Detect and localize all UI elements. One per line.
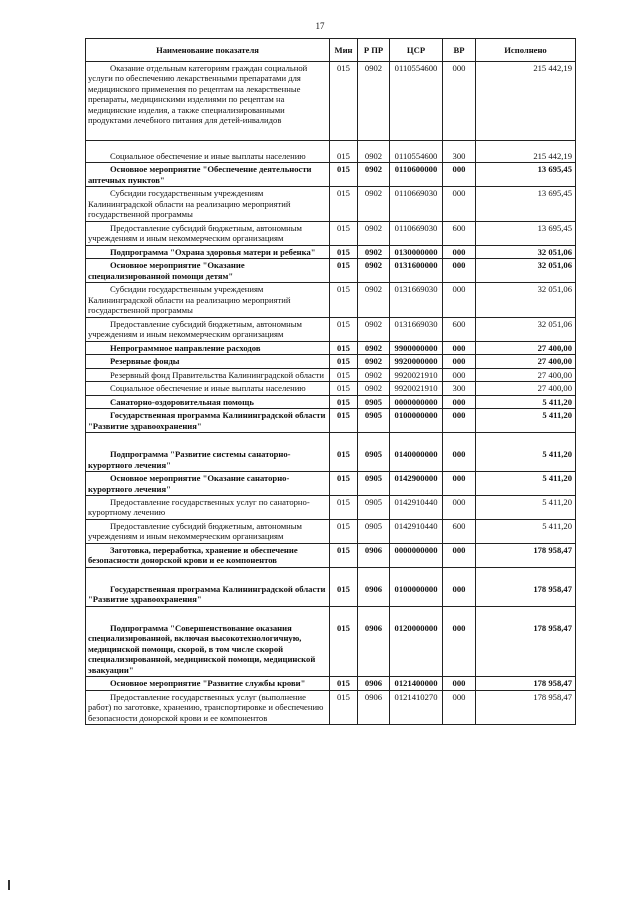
row-rpr-cell: 0905 (358, 519, 390, 543)
row-rpr-cell: 0905 (358, 433, 390, 472)
row-min-cell: 015 (330, 317, 358, 341)
row-min-cell: 015 (330, 409, 358, 433)
row-name-cell: Основное мероприятие "Оказание специализированной помощи детям" (86, 259, 330, 283)
row-vr-cell: 000 (443, 606, 476, 676)
row-name-cell: Резервные фонды (86, 355, 330, 368)
row-csr-cell: 0131669030 (390, 283, 443, 317)
row-vr-cell: 000 (443, 543, 476, 567)
row-csr-cell: 0131669030 (390, 317, 443, 341)
row-done-cell: 13 695,45 (476, 187, 576, 221)
row-min-cell: 015 (330, 495, 358, 519)
row-min-cell: 015 (330, 62, 358, 141)
table-row (86, 245, 576, 258)
row-rpr-cell: 0902 (358, 62, 390, 141)
row-done-cell: 5 411,20 (476, 519, 576, 543)
table-row (86, 519, 576, 543)
row-rpr-cell: 0906 (358, 690, 390, 724)
table-row (86, 283, 576, 317)
table-row (86, 472, 576, 496)
row-csr-cell: 0121400000 (390, 677, 443, 690)
row-name-cell: Государственная программа Калининградской области "Развитие здравоохранения" (86, 409, 330, 433)
row-vr-cell: 300 (443, 382, 476, 395)
row-vr-cell: 000 (443, 409, 476, 433)
row-rpr-cell: 0905 (358, 495, 390, 519)
row-name-cell: Основное мероприятие "Развитие службы крови" (86, 677, 330, 690)
row-name-cell: Социальное обеспечение и иные выплаты населению (86, 382, 330, 395)
row-csr-cell: 9920000000 (390, 355, 443, 368)
page-number: 17 (315, 21, 325, 31)
row-vr-cell: 000 (443, 395, 476, 408)
row-vr-cell: 000 (443, 283, 476, 317)
row-vr-cell: 600 (443, 317, 476, 341)
row-done-cell: 5 411,20 (476, 495, 576, 519)
row-vr-cell: 000 (443, 355, 476, 368)
row-rpr-cell: 0906 (358, 606, 390, 676)
row-done-cell: 27 400,00 (476, 341, 576, 354)
row-vr-cell: 000 (443, 472, 476, 496)
table-row (86, 140, 576, 162)
table-row (86, 317, 576, 341)
row-done-cell: 27 400,00 (476, 368, 576, 381)
row-vr-cell: 600 (443, 221, 476, 245)
row-name-cell: Подпрограмма "Охрана здоровья матери и ребенка" (86, 245, 330, 258)
header-done: Исполнено (476, 39, 576, 62)
row-name-cell: Заготовка, переработка, хранение и обеспечение безопасности донорской крови и ее компонентов (86, 543, 330, 567)
row-min-cell: 015 (330, 519, 358, 543)
row-name-cell: Санаторно-оздоровительная помощь (86, 395, 330, 408)
row-vr-cell: 000 (443, 259, 476, 283)
row-done-cell: 27 400,00 (476, 355, 576, 368)
row-done-cell: 178 958,47 (476, 567, 576, 606)
row-csr-cell: 0130000000 (390, 245, 443, 258)
row-name-cell: Подпрограмма "Совершенствование оказания специализированной, включая высокотехнологичную, медицинской помощи, скорой, в том числе скорой специализированной, медицинской помощи, медицинской эвакуации" (86, 606, 330, 676)
row-name-cell: Резервный фонд Правительства Калининградской области (86, 368, 330, 381)
row-done-cell: 215 442,19 (476, 62, 576, 141)
table-row (86, 677, 576, 690)
row-min-cell: 015 (330, 341, 358, 354)
row-vr-cell: 000 (443, 495, 476, 519)
row-done-cell: 5 411,20 (476, 409, 576, 433)
row-name-cell: Социальное обеспечение и иные выплаты населению (86, 140, 330, 162)
table-row (86, 163, 576, 187)
row-name-cell: Субсидии государственным учреждениям Калининградской области на реализацию мероприятий государственной программы (86, 187, 330, 221)
table-row (86, 221, 576, 245)
row-vr-cell: 000 (443, 433, 476, 472)
row-done-cell: 178 958,47 (476, 690, 576, 724)
header-csr: ЦСР (390, 39, 443, 62)
table-row (86, 567, 576, 606)
row-csr-cell: 0140000000 (390, 433, 443, 472)
row-name-cell: Непрограммное направление расходов (86, 341, 330, 354)
row-done-cell: 32 051,06 (476, 245, 576, 258)
row-csr-cell: 0110554600 (390, 140, 443, 162)
row-name-cell: Субсидии государственным учреждениям Калининградской области на реализацию мероприятий государственной программы (86, 283, 330, 317)
table-row (86, 606, 576, 676)
row-rpr-cell: 0902 (358, 245, 390, 258)
row-min-cell: 015 (330, 283, 358, 317)
row-csr-cell: 0120000000 (390, 606, 443, 676)
row-rpr-cell: 0902 (358, 341, 390, 354)
row-done-cell: 5 411,20 (476, 433, 576, 472)
row-done-cell: 178 958,47 (476, 606, 576, 676)
header-rpr: Р ПР (358, 39, 390, 62)
row-csr-cell: 9900000000 (390, 341, 443, 354)
row-name-cell: Основное мероприятие "Обеспечение деятельности аптечных пунктов" (86, 163, 330, 187)
row-min-cell: 015 (330, 221, 358, 245)
row-csr-cell: 0121410270 (390, 690, 443, 724)
row-name-cell: Предоставление субсидий бюджетным, автономным учреждениям и иным некоммерческим организациям (86, 519, 330, 543)
row-min-cell: 015 (330, 690, 358, 724)
row-min-cell: 015 (330, 355, 358, 368)
row-csr-cell: 0110669030 (390, 187, 443, 221)
row-rpr-cell: 0905 (358, 472, 390, 496)
row-name-cell: Государственная программа Калининградской области "Развитие здравоохранения" (86, 567, 330, 606)
row-rpr-cell: 0902 (358, 140, 390, 162)
row-done-cell: 13 695,45 (476, 163, 576, 187)
row-vr-cell: 000 (443, 690, 476, 724)
header-min: Мин (330, 39, 358, 62)
header-vr: ВР (443, 39, 476, 62)
table-row (86, 690, 576, 724)
row-vr-cell: 000 (443, 677, 476, 690)
row-vr-cell: 000 (443, 341, 476, 354)
row-csr-cell: 0000000000 (390, 543, 443, 567)
table-header-row (86, 39, 576, 62)
row-rpr-cell: 0902 (358, 368, 390, 381)
row-min-cell: 015 (330, 433, 358, 472)
row-vr-cell: 300 (443, 140, 476, 162)
row-done-cell: 178 958,47 (476, 677, 576, 690)
row-min-cell: 015 (330, 395, 358, 408)
row-min-cell: 015 (330, 543, 358, 567)
row-vr-cell: 000 (443, 163, 476, 187)
row-done-cell: 5 411,20 (476, 395, 576, 408)
row-min-cell: 015 (330, 368, 358, 381)
row-rpr-cell: 0906 (358, 677, 390, 690)
row-vr-cell: 000 (443, 567, 476, 606)
row-vr-cell: 000 (443, 62, 476, 141)
table-row (86, 395, 576, 408)
row-done-cell: 5 411,20 (476, 472, 576, 496)
table-row (86, 355, 576, 368)
row-vr-cell: 600 (443, 519, 476, 543)
table-row (86, 368, 576, 381)
row-rpr-cell: 0906 (358, 567, 390, 606)
row-min-cell: 015 (330, 677, 358, 690)
row-csr-cell: 0100000000 (390, 567, 443, 606)
row-vr-cell: 000 (443, 187, 476, 221)
row-min-cell: 015 (330, 259, 358, 283)
row-rpr-cell: 0902 (358, 317, 390, 341)
row-rpr-cell: 0906 (358, 543, 390, 567)
row-name-cell: Основное мероприятие "Оказание санаторно-курортного лечения" (86, 472, 330, 496)
row-min-cell: 015 (330, 140, 358, 162)
row-rpr-cell: 0905 (358, 409, 390, 433)
row-csr-cell: 0131600000 (390, 259, 443, 283)
row-name-cell: Предоставление государственных услуг по санаторно-курортному лечению (86, 495, 330, 519)
row-min-cell: 015 (330, 382, 358, 395)
row-rpr-cell: 0902 (358, 283, 390, 317)
table-row (86, 187, 576, 221)
table-row (86, 543, 576, 567)
row-min-cell: 015 (330, 606, 358, 676)
row-name-cell: Подпрограмма "Развитие системы санаторно-курортного лечения" (86, 433, 330, 472)
row-name-cell: Оказание отдельным категориям граждан социальной услуги по обеспечению лекарственными препаратами для медицинского применения по рецептам на лекарственные препараты, медицинскими изделиями по рецептам на медицинские изделия, а также специализированными продуктами лечебного питания для детей-инвалидов (86, 62, 330, 141)
row-csr-cell: 9920021910 (390, 368, 443, 381)
row-min-cell: 015 (330, 163, 358, 187)
row-rpr-cell: 0902 (358, 355, 390, 368)
row-done-cell: 32 051,06 (476, 259, 576, 283)
row-csr-cell: 0100000000 (390, 409, 443, 433)
row-csr-cell: 0000000000 (390, 395, 443, 408)
row-done-cell: 32 051,06 (476, 317, 576, 341)
row-rpr-cell: 0902 (358, 187, 390, 221)
budget-execution-table (85, 38, 576, 725)
row-rpr-cell: 0902 (358, 259, 390, 283)
row-csr-cell: 0110600000 (390, 163, 443, 187)
row-name-cell: Предоставление субсидий бюджетным, автономным учреждениям и иным некоммерческим организациям (86, 317, 330, 341)
margin-mark (8, 880, 10, 890)
row-csr-cell: 0142910440 (390, 495, 443, 519)
row-name-cell: Предоставление государственных услуг (выполнение работ) по заготовке, хранению, транспортировке и обеспечению безопасности донорской крови и ее компонентов (86, 690, 330, 724)
table-row (86, 409, 576, 433)
row-name-cell: Предоставление субсидий бюджетным, автономным учреждениям и иным некоммерческим организациям (86, 221, 330, 245)
header-name: Наименование показателя (86, 39, 330, 62)
row-rpr-cell: 0902 (358, 163, 390, 187)
row-done-cell: 27 400,00 (476, 382, 576, 395)
row-csr-cell: 9920021910 (390, 382, 443, 395)
table-row (86, 62, 576, 141)
row-min-cell: 015 (330, 567, 358, 606)
row-vr-cell: 000 (443, 245, 476, 258)
table-row (86, 341, 576, 354)
row-min-cell: 015 (330, 187, 358, 221)
row-vr-cell: 000 (443, 368, 476, 381)
row-done-cell: 178 958,47 (476, 543, 576, 567)
row-min-cell: 015 (330, 472, 358, 496)
row-csr-cell: 0142900000 (390, 472, 443, 496)
row-csr-cell: 0110554600 (390, 62, 443, 141)
row-rpr-cell: 0905 (358, 395, 390, 408)
row-csr-cell: 0110669030 (390, 221, 443, 245)
table-row (86, 433, 576, 472)
row-csr-cell: 0142910440 (390, 519, 443, 543)
table-row (86, 495, 576, 519)
row-min-cell: 015 (330, 245, 358, 258)
row-rpr-cell: 0902 (358, 221, 390, 245)
row-rpr-cell: 0902 (358, 382, 390, 395)
table-row (86, 382, 576, 395)
table-row (86, 259, 576, 283)
row-done-cell: 32 051,06 (476, 283, 576, 317)
row-done-cell: 215 442,19 (476, 140, 576, 162)
row-done-cell: 13 695,45 (476, 221, 576, 245)
